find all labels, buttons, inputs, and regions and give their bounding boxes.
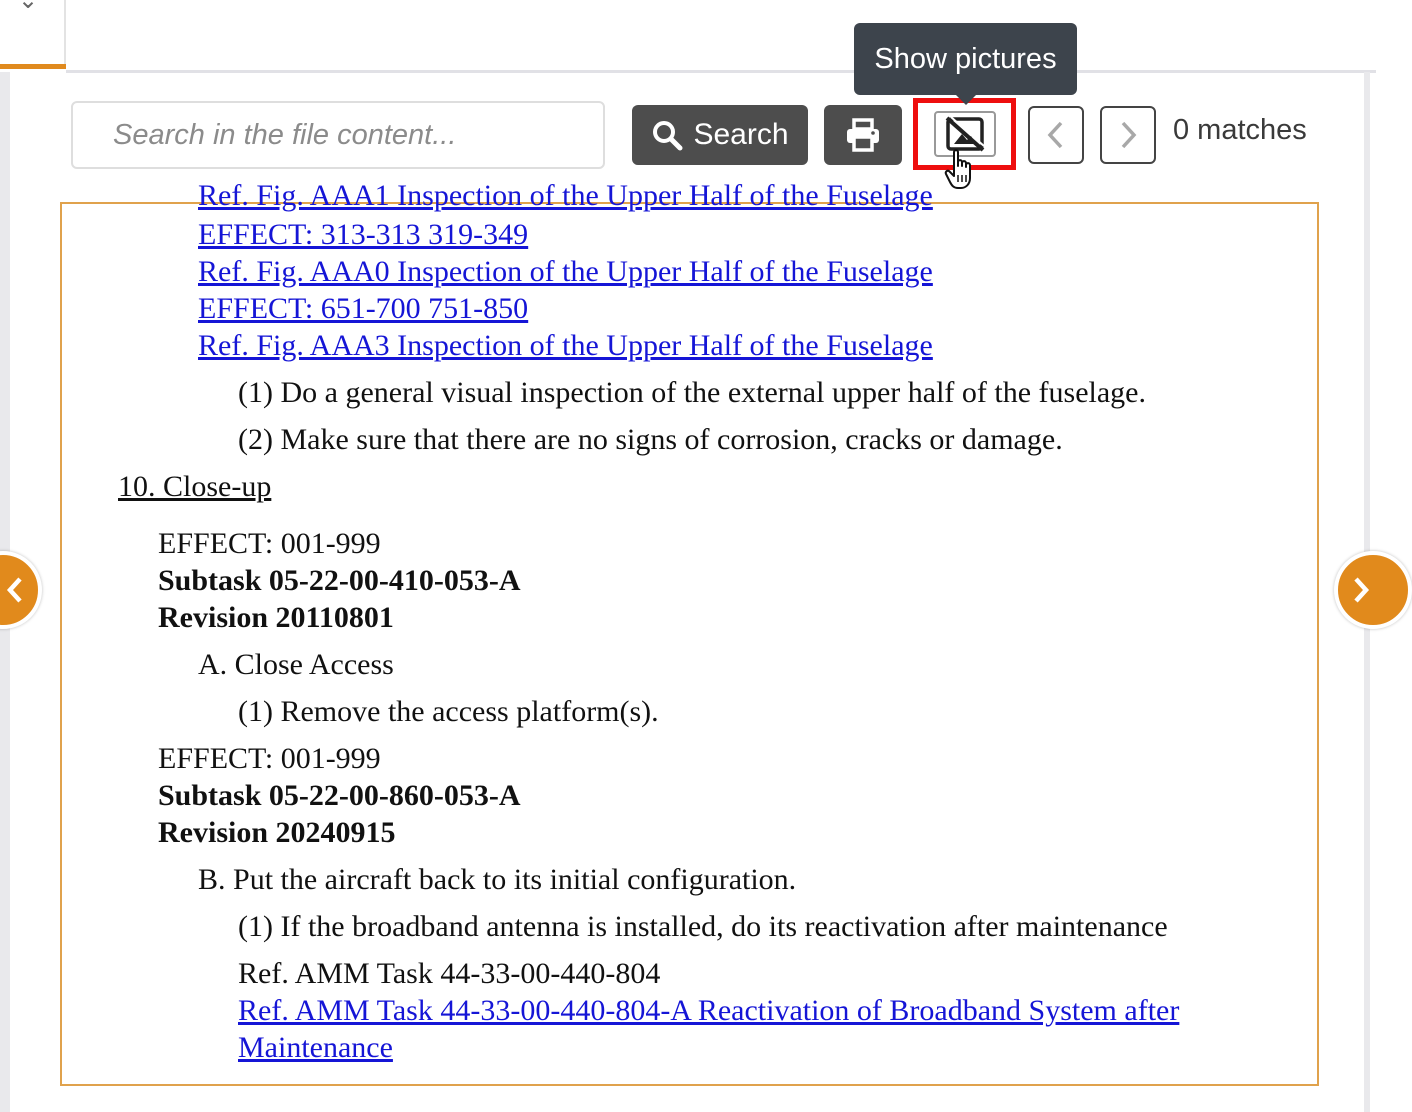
chevron-left-icon — [6, 576, 24, 604]
figure-link[interactable]: Ref. Fig. AAA0 Inspection of the Upper Half of the Fuselage — [198, 255, 933, 288]
next-page-button[interactable] — [1334, 551, 1412, 629]
section-heading: 10. Close-up — [118, 470, 272, 503]
step-text: (1) Do a general visual inspection of the external upper half of the fuselage. — [238, 376, 1146, 409]
reference-link-continued[interactable]: Maintenance — [238, 1031, 393, 1064]
chevron-right-icon — [1352, 576, 1370, 604]
next-match-button[interactable] — [1100, 106, 1156, 164]
revision-text: Revision 20110801 — [158, 601, 394, 634]
search-input[interactable] — [71, 101, 605, 169]
step-text: (2) Make sure that there are no signs of corrosion, cracks or damage. — [238, 423, 1063, 456]
chevron-left-icon — [1046, 120, 1066, 150]
subtask-title: Subtask 05-22-00-860-053-A — [158, 779, 521, 812]
effect-link[interactable]: EFFECT: 313-313 319-349 — [198, 218, 529, 251]
chevron-right-icon — [1118, 120, 1138, 150]
step-heading: B. Put the aircraft back to its initial configuration. — [198, 863, 797, 896]
active-tab-indicator — [0, 64, 66, 69]
hand-pointer-icon — [944, 148, 980, 192]
document-content — [60, 179, 1319, 1086]
figure-link[interactable]: Ref. Fig. AAA1 Inspection of the Upper Half of the Fuselage — [198, 179, 933, 212]
search-icon — [651, 119, 683, 151]
reference-text: Ref. AMM Task 44-33-00-440-804 — [238, 957, 661, 990]
collapsed-tab[interactable] — [0, 0, 66, 66]
effect-text: EFFECT: 001-999 — [158, 527, 381, 560]
hide-image-icon — [945, 116, 985, 152]
revision-text: Revision 20240915 — [158, 816, 396, 849]
search-button-label: Search — [693, 118, 789, 151]
show-pictures-tooltip — [854, 23, 1077, 95]
chevron-icon: ⌄ — [18, 0, 39, 14]
step-heading: A. Close Access — [198, 648, 394, 681]
step-text: (1) If the broadband antenna is installed, do its reactivation after maintenance — [238, 910, 1168, 943]
print-button[interactable] — [824, 105, 902, 165]
step-text: (1) Remove the access platform(s). — [238, 695, 659, 728]
figure-link[interactable]: Ref. Fig. AAA3 Inspection of the Upper Half of the Fuselage — [198, 329, 933, 362]
effect-link[interactable]: EFFECT: 651-700 751-850 — [198, 292, 529, 325]
printer-icon — [845, 118, 881, 152]
subtask-title: Subtask 05-22-00-410-053-A — [158, 564, 521, 597]
effect-text: EFFECT: 001-999 — [158, 742, 381, 775]
search-button[interactable] — [632, 105, 808, 165]
previous-match-button[interactable] — [1028, 106, 1084, 164]
tooltip-text: Show pictures — [874, 42, 1057, 75]
match-count: 0 matches — [1173, 114, 1307, 146]
reference-link[interactable]: Ref. AMM Task 44-33-00-440-804-A Reactivation of Broadband System after — [238, 994, 1180, 1027]
